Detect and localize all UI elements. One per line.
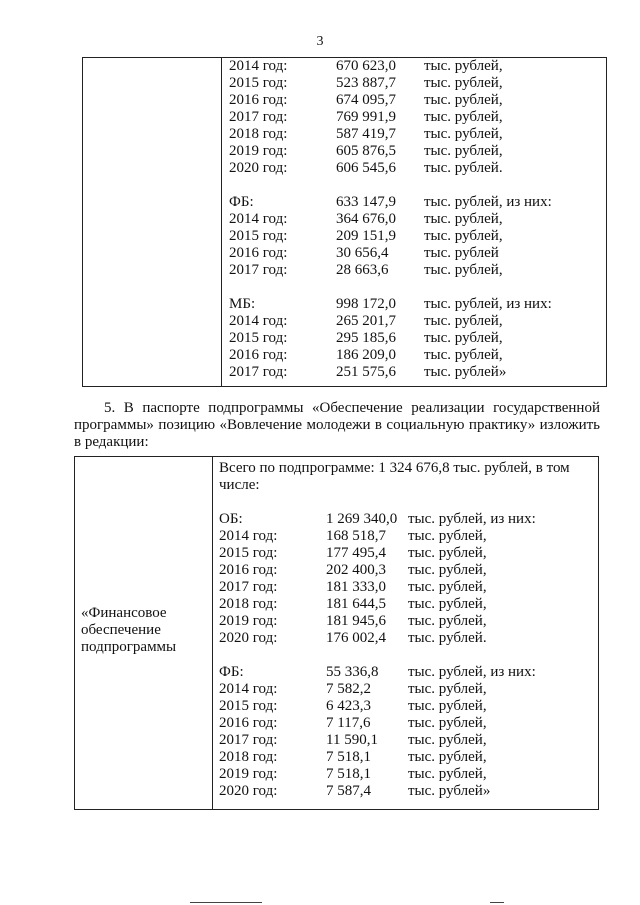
year-row <box>229 245 552 262</box>
subprogram-total: Всего по подпрограмме: 1 324 676,8 тыс. рублей, в том числе: <box>219 460 570 493</box>
page-number: 3 <box>316 34 324 49</box>
year-unit: тыс. рублей, <box>424 58 503 74</box>
ob-amount: 1 269 340,0 <box>326 511 398 527</box>
mb-label: МБ: <box>229 296 256 312</box>
year-label: 2015 год: <box>229 75 288 91</box>
financing-label: «Финансовое обеспечение подпрограммы <box>81 605 177 655</box>
year-amount: 605 876,5 <box>336 143 396 159</box>
fb-label: ФБ: <box>219 664 244 680</box>
year-row <box>229 109 552 126</box>
ob-label: ОБ: <box>219 511 243 527</box>
year-unit: тыс. рублей, <box>408 613 487 629</box>
year-amount: 6 423,3 <box>326 698 371 714</box>
year-amount: 28 663,6 <box>336 262 389 278</box>
year-unit: тыс. рублей, <box>424 313 503 329</box>
year-row <box>219 613 589 630</box>
year-label: 2014 год: <box>229 211 288 227</box>
year-row <box>229 160 552 177</box>
year-unit: тыс. рублей, <box>408 766 487 782</box>
ob-unit: тыс. рублей, из них: <box>408 511 536 527</box>
year-amount: 670 623,0 <box>336 58 396 74</box>
year-unit: тыс. рублей» <box>408 783 491 799</box>
fb-unit: тыс. рублей, из них: <box>424 194 552 210</box>
year-label: 2020 год: <box>229 160 288 176</box>
year-label: 2017 год: <box>229 364 288 380</box>
mb-amount: 998 172,0 <box>336 296 396 312</box>
table-column-divider <box>212 457 213 809</box>
year-row <box>219 596 589 613</box>
year-row <box>219 766 589 783</box>
year-amount: 168 518,7 <box>326 528 386 544</box>
year-row <box>229 364 552 381</box>
year-amount: 177 495,4 <box>326 545 386 561</box>
year-amount: 295 185,6 <box>336 330 396 346</box>
year-unit: тыс. рублей, <box>424 75 503 91</box>
year-amount: 11 590,1 <box>326 732 378 748</box>
year-unit: тыс. рублей» <box>424 364 507 380</box>
year-label: 2019 год: <box>219 613 278 629</box>
year-label: 2017 год: <box>229 262 288 278</box>
year-label: 2016 год: <box>219 562 278 578</box>
year-amount: 7 587,4 <box>326 783 371 799</box>
ob-year-rows <box>219 528 589 647</box>
year-row <box>229 92 552 109</box>
fb-amount: 633 147,9 <box>336 194 396 210</box>
year-label: 2017 год: <box>219 579 278 595</box>
year-row <box>219 579 589 596</box>
year-unit: тыс. рублей, <box>424 211 503 227</box>
year-row <box>229 75 552 92</box>
fb-year-rows <box>219 681 589 800</box>
year-label: 2015 год: <box>219 545 278 561</box>
year-row <box>219 698 589 715</box>
amendment-paragraph <box>74 400 600 451</box>
year-amount: 265 201,7 <box>336 313 396 329</box>
year-amount: 7 117,6 <box>326 715 371 731</box>
year-label: 2014 год: <box>219 681 278 697</box>
fb-unit: тыс. рублей, из них: <box>408 664 536 680</box>
mb-total-row <box>229 296 552 313</box>
year-unit: тыс. рублей, <box>424 92 503 108</box>
year-amount: 186 209,0 <box>336 347 396 363</box>
year-unit: тыс. рублей, <box>424 330 503 346</box>
year-row <box>219 562 589 579</box>
financing-table-new <box>74 456 599 810</box>
fb-total-row <box>219 664 589 681</box>
year-amount: 181 945,6 <box>326 613 386 629</box>
financing-values-cell <box>219 460 589 800</box>
year-unit: тыс. рублей, <box>408 732 487 748</box>
year-label: 2015 год: <box>229 228 288 244</box>
year-unit: тыс. рублей, <box>424 126 503 142</box>
year-amount: 7 518,1 <box>326 749 371 765</box>
year-amount: 606 545,6 <box>336 160 396 176</box>
year-amount: 769 991,9 <box>336 109 396 125</box>
year-row <box>219 630 589 647</box>
scan-artifact-line <box>490 902 504 903</box>
paragraph-text: 5. В паспорте подпрограммы «Обеспечение реализации государственной программы» позицию «Вовлечение молодежи в социальную практику» изложить в редакции: <box>74 400 600 450</box>
year-unit: тыс. рублей, <box>408 715 487 731</box>
year-row <box>219 783 589 800</box>
year-amount: 587 419,7 <box>336 126 396 142</box>
year-amount: 7 518,1 <box>326 766 371 782</box>
year-label: 2016 год: <box>229 347 288 363</box>
year-label: 2019 год: <box>219 766 278 782</box>
financing-table-continued <box>82 57 607 387</box>
year-amount: 364 676,0 <box>336 211 396 227</box>
year-label: 2020 год: <box>219 630 278 646</box>
year-label: 2016 год: <box>229 92 288 108</box>
year-row <box>219 545 589 562</box>
ob-total-row <box>219 511 589 528</box>
year-label: 2016 год: <box>229 245 288 261</box>
fb-amount: 55 336,8 <box>326 664 379 680</box>
year-unit: тыс. рублей, <box>408 596 487 612</box>
year-row <box>229 262 552 279</box>
year-unit: тыс. рублей, <box>424 228 503 244</box>
year-row <box>219 732 589 749</box>
year-row <box>229 211 552 228</box>
year-label: 2016 год: <box>219 715 278 731</box>
year-row <box>219 715 589 732</box>
year-label: 2017 год: <box>219 732 278 748</box>
year-row <box>229 347 552 364</box>
year-label: 2015 год: <box>219 698 278 714</box>
ob-year-rows <box>229 58 552 177</box>
year-amount: 181 644,5 <box>326 596 386 612</box>
year-label: 2018 год: <box>219 596 278 612</box>
year-unit: тыс. рублей, <box>408 749 487 765</box>
year-label: 2015 год: <box>229 330 288 346</box>
year-unit: тыс. рублей, <box>408 698 487 714</box>
year-unit: тыс. рублей, <box>424 347 503 363</box>
year-unit: тыс. рублей, <box>424 143 503 159</box>
year-unit: тыс. рублей, <box>408 681 487 697</box>
year-row <box>219 528 589 545</box>
year-row <box>219 681 589 698</box>
year-unit: тыс. рублей, <box>408 562 487 578</box>
year-row <box>229 228 552 245</box>
fb-label: ФБ: <box>229 194 254 210</box>
year-label: 2017 год: <box>229 109 288 125</box>
year-label: 2018 год: <box>219 749 278 765</box>
financing-values-cell <box>229 58 552 381</box>
year-amount: 674 095,7 <box>336 92 396 108</box>
year-amount: 209 151,9 <box>336 228 396 244</box>
year-unit: тыс. рублей, <box>408 579 487 595</box>
year-row <box>229 126 552 143</box>
year-amount: 176 002,4 <box>326 630 386 646</box>
year-amount: 7 582,2 <box>326 681 371 697</box>
year-label: 2019 год: <box>229 143 288 159</box>
year-amount: 181 333,0 <box>326 579 386 595</box>
year-unit: тыс. рублей, <box>408 528 487 544</box>
year-unit: тыс. рублей, <box>408 545 487 561</box>
year-unit: тыс. рублей <box>424 245 499 261</box>
year-row <box>219 749 589 766</box>
fb-total-row <box>229 194 552 211</box>
year-row <box>229 143 552 160</box>
year-amount: 523 887,7 <box>336 75 396 91</box>
year-unit: тыс. рублей, <box>424 109 503 125</box>
year-label: 2020 год: <box>219 783 278 799</box>
mb-year-rows <box>229 313 552 381</box>
year-unit: тыс. рублей. <box>408 630 487 646</box>
fb-year-rows <box>229 211 552 279</box>
year-row <box>229 330 552 347</box>
year-label: 2014 год: <box>219 528 278 544</box>
year-label: 2014 год: <box>229 58 288 74</box>
mb-unit: тыс. рублей, из них: <box>424 296 552 312</box>
year-label: 2014 год: <box>229 313 288 329</box>
scan-artifact-line <box>190 902 262 903</box>
year-label: 2018 год: <box>229 126 288 142</box>
year-amount: 30 656,4 <box>336 245 389 261</box>
year-row <box>229 58 552 75</box>
year-amount: 251 575,6 <box>336 364 396 380</box>
year-unit: тыс. рублей. <box>424 160 503 176</box>
year-amount: 202 400,3 <box>326 562 386 578</box>
year-row <box>229 313 552 330</box>
table-column-divider <box>221 58 222 386</box>
year-unit: тыс. рублей, <box>424 262 503 278</box>
